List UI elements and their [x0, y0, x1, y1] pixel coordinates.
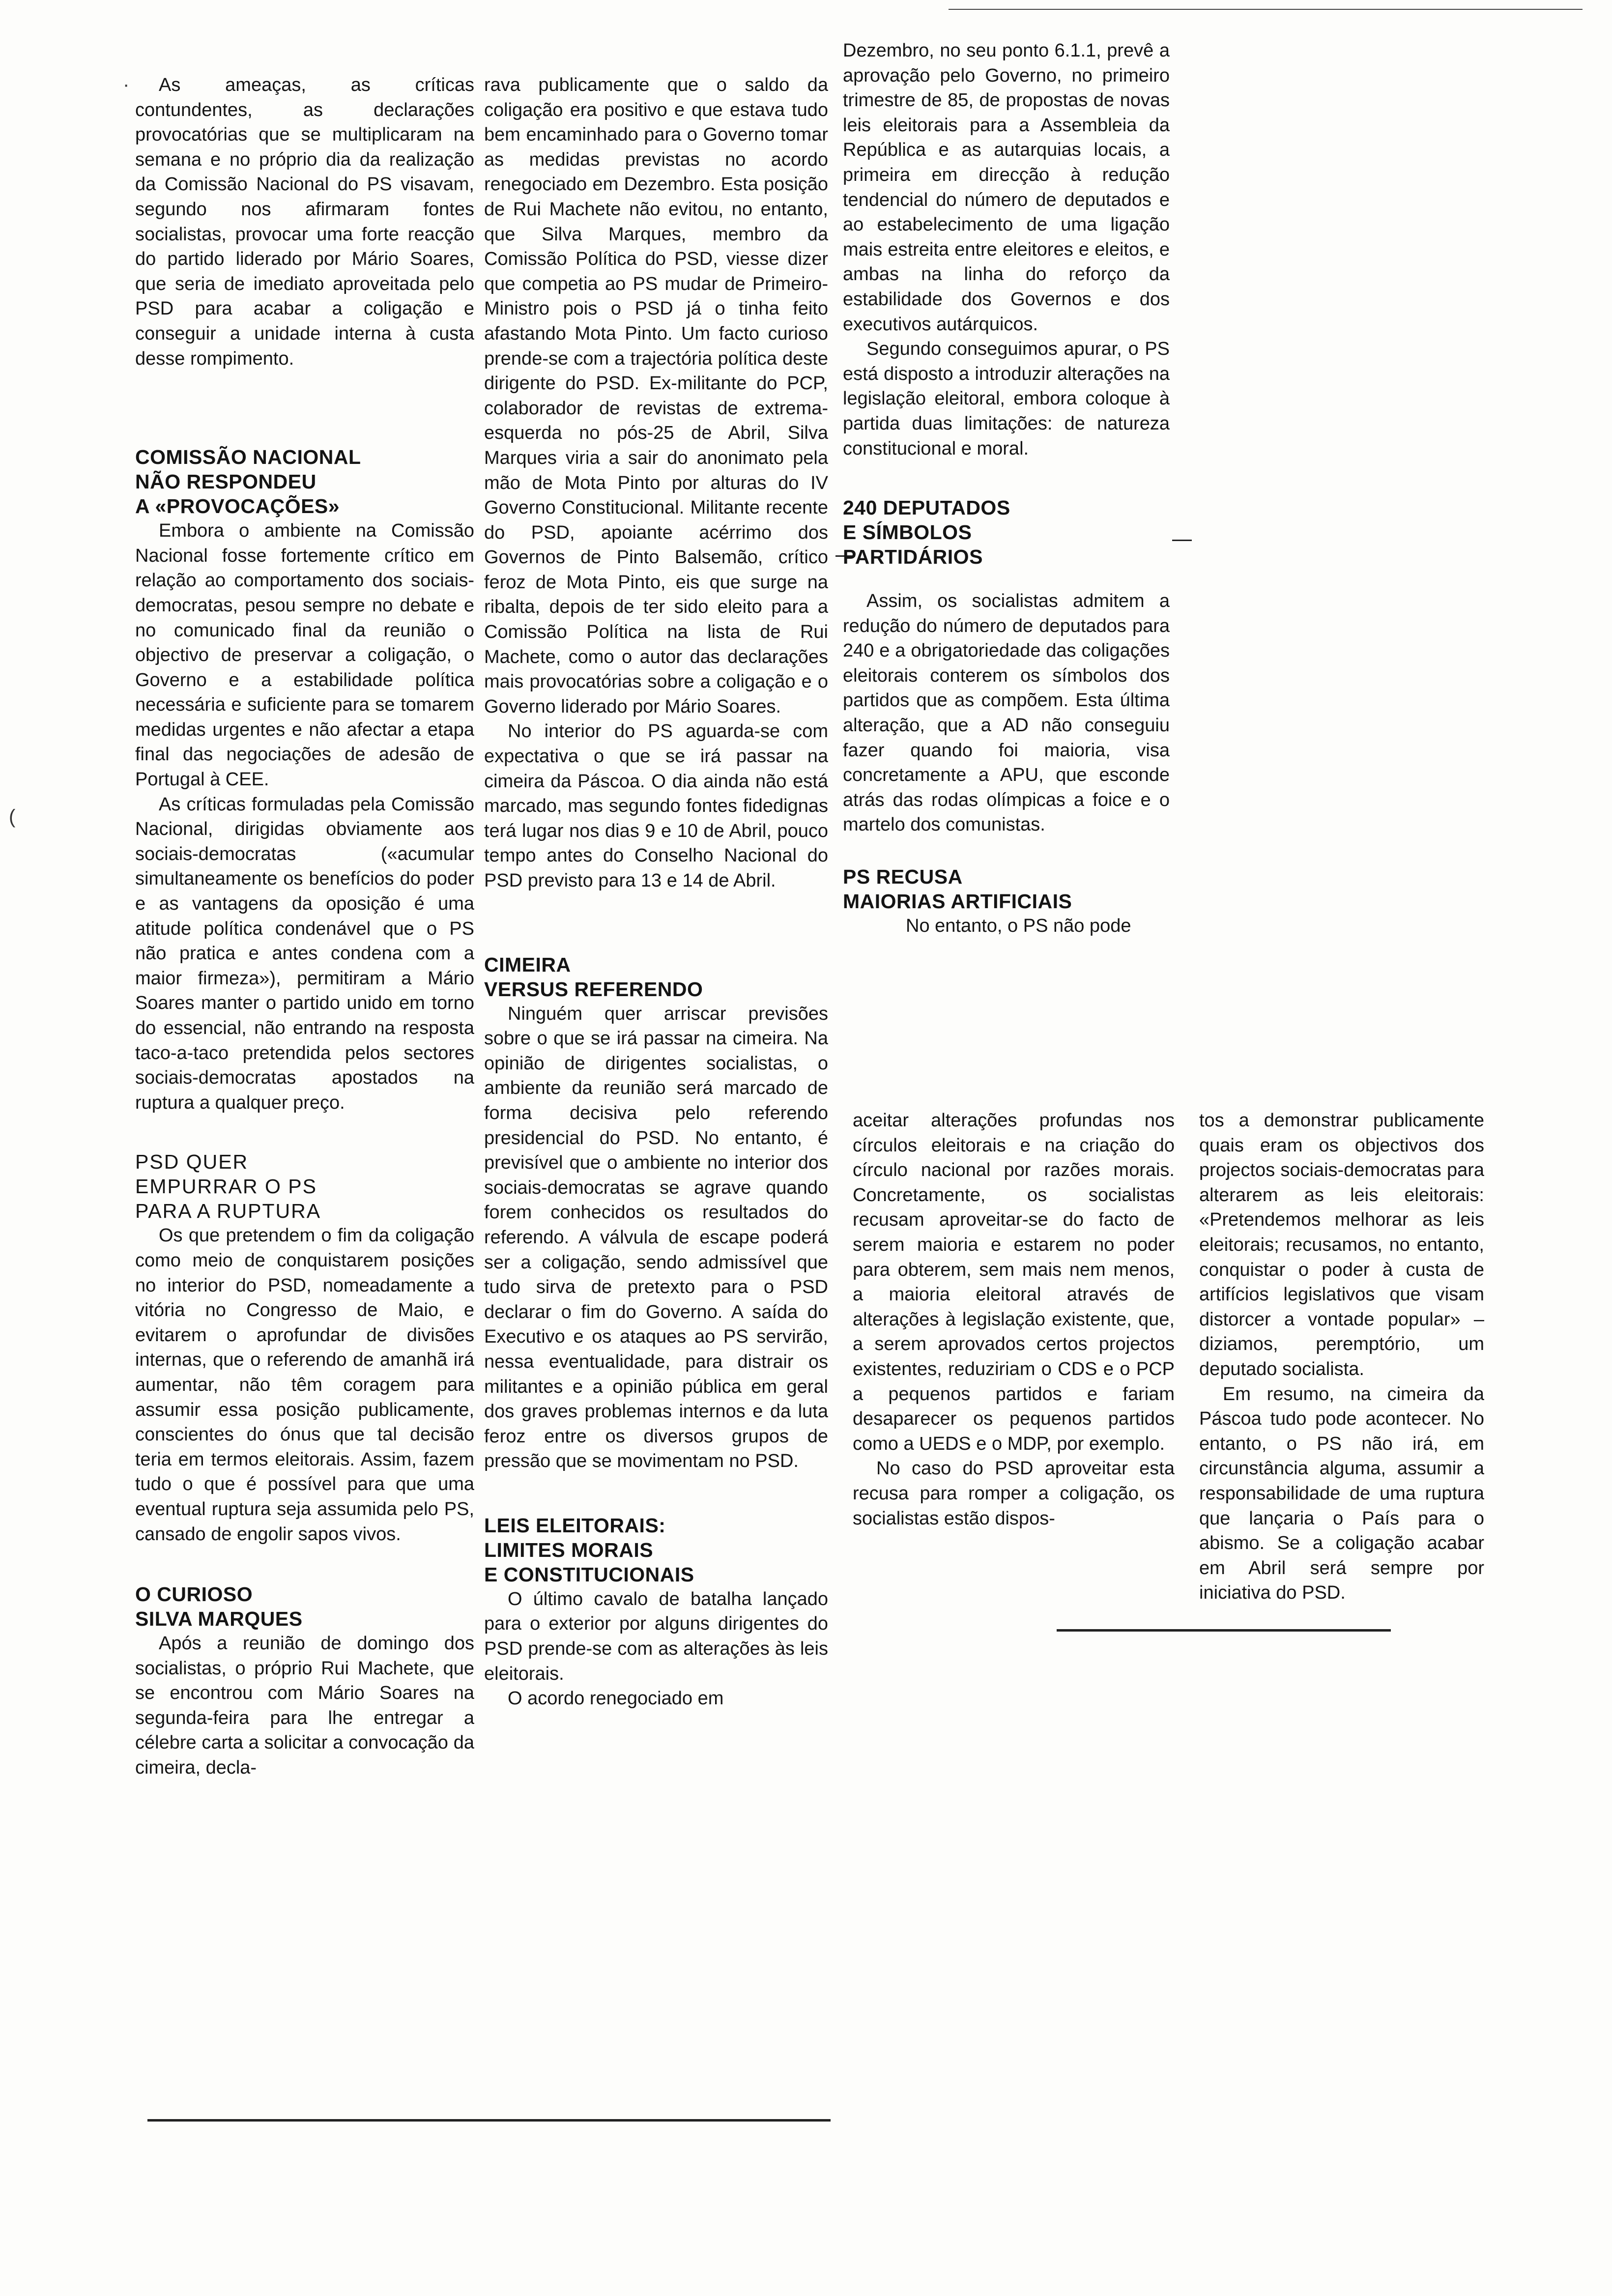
section-heading: 240 DEPUTADOS E SÍMBOLOS PARTIDÁRIOS — [843, 496, 1010, 569]
section-heading: PS RECUSA MAIORIAS ARTIFICIAIS — [843, 865, 1072, 913]
body-paragraph: Embora o ambiente na Comissão Nacional fosse fortemente crítico em relação ao comportamento dos sociais-democratas, pesou sempre no debate e no comunicado final da reunião o objectivo de preservar a coligação, o Governo e a estabilidade política necessária e suficiente para se tomarem medidas urgentes e não afectar a etapa final das negociações de adesão de Portugal à CEE. — [135, 520, 474, 790]
body-paragraph: rava publicamente que o saldo da coligação era positivo e que estava tudo bem encaminhado para o Governo tomar as medidas previstas no acordo renegociado em Dezembro. Esta posição de Rui Machete não evitou, no entanto, que Silva Marques, membro da Comissão Política do PSD, viesse dizer que competia ao PS mudar de Primeiro-Ministro pois o PSD já o tinha feito afastando Mota Pinto. Um facto curioso prende-se com a trajectória política deste dirigente do PSD. Ex-militante do PCP, colaborador de revistas de extrema-esquerda no pós-25 de Abril, Silva Marques viria a sair do anonimato pela mão de Mota Pinto por alturas do IV Governo Constitucional. Militante recente do PSD, apoiante acérrimo dos Governos de Pinto Balsemão, crítico feroz de Mota Pinto, eis que surge na ribalta, depois de ter sido eleito para a Comissão Política na lista de Rui Machete, como o autor das declarações mais provocatórias sobre a coligação e o Governo liderado por Mário Soares. — [484, 75, 828, 717]
body-paragraph: tos a demonstrar publicamente quais eram os objectivos dos projectos sociais-democratas para alterarem as leis eleitorais: «Pretendemos melhorar as leis eleitorais; recusamos, no entanto, conquistar o poder à custa de artifícios legislativos que visam distorcer a vontade popular» – diziamos, peremptório, um deputado socialista. — [1199, 1110, 1484, 1379]
scan-mark: · — [123, 74, 130, 95]
intro-paragraph: As ameaças, as críticas contundentes, as declarações provocatórias que se multiplicaram na semana e no próprio dia da realização da Comissão Nacional do PS visavam, segundo nos afirmaram fontes socialistas, provocar uma forte reacção do partido liderado por Mário Soares, que seria de imediato aproveitada pelo PSD para acabar a coligação e conseguir a unidade interna à custa desse rompimento. — [135, 75, 474, 369]
body-paragraph: As críticas formuladas pela Comissão Nacional, dirigidas obviamente aos sociais-democratas («acumular simultaneamente os benefícios do poder e as vantagens da oposição é uma atitude política condenável que o PS não pratica e antes condena com a maior firmeza»), permitiram a Mário Soares manter o partido unido em torno do essencial, não entrando na resposta taco-a-taco pretendida pelos sectores sociais-democratas apostados na ruptura a qualquer preço. — [135, 794, 474, 1113]
column-3-upper — [843, 38, 1170, 939]
body-paragraph: Dezembro, no seu ponto 6.1.1, prevê a aprovação pelo Governo, no primeiro trimestre de 85, de propostas de novas leis eleitorais para a Assembleia da República e as autarquias locais, a primeira em direcção à redução tendencial do número de deputados e ao estabelecimento de uma ligação mais estreita entre eleitores e eleitos, e ambas na linha do reforço da estabilidade dos Governos e dos executivos autárquicos. — [843, 40, 1170, 335]
body-paragraph: Em resumo, na cimeira da Páscoa tudo pode acontecer. No entanto, o PS não irá, em circunstância alguma, assumir a responsabilidade de uma ruptura que lançaria o País para o abismo. Se a coligação acabar em Abril será sempre por iniciativa do PSD. — [1199, 1383, 1484, 1604]
body-paragraph: O último cavalo de batalha lançado para o exterior por alguns dirigentes do PSD prende-se com as alterações às leis eleitorais. — [484, 1588, 828, 1684]
body-paragraph: Após a reunião de domingo dos socialistas, o próprio Rui Machete, que se encontrou com Mário Soares na segunda-feira para lhe entregar a célebre carta a solicitar a convocação da cimeira, decla- — [135, 1633, 474, 1779]
column3-bottom-rule — [1057, 1629, 1391, 1632]
section-heading: CIMEIRA VERSUS REFERENDO — [484, 953, 703, 1001]
body-paragraph: No caso do PSD aproveitar esta recusa para romper a coligação, os socialistas estão dispos- — [853, 1458, 1175, 1529]
column-1 — [135, 73, 474, 1780]
column3-end-rule — [1172, 540, 1192, 541]
column-4 — [1199, 1108, 1484, 1606]
body-paragraph: aceitar alterações profundas nos círculos eleitorais e na criação do círculo nacional por razões morais. Concretamente, os socialistas recusam aproveitar-se do facto de serem maioria e estarem no poder para obterem, sem mais nem menos, a maioria eleitoral através de alterações à legislação existente, que, a serem aprovados certos projectos existentes, reduziriam o CDS e o PCP a pequenos partidos e fariam desaparecer os pequenos partidos como a UEDS e o MDP, por exemplo. — [853, 1110, 1175, 1454]
top-rule — [949, 9, 1583, 10]
column-2 — [484, 73, 828, 1711]
column-3-lower — [853, 1108, 1175, 1531]
body-paragraph: Ninguém quer arriscar previsões sobre o que se irá passar na cimeira. Na opinião de dirigentes socialistas, o ambiente da reunião será marcado de forma decisiva pelo referendo presidencial do PSD. No entanto, é previsível que o ambiente no interior dos sociais-democratas se agrave quando forem conhecidos os resultados do referendo. A válvula de escape poderá ser a coligação, sendo admissível que tudo sirva de pretexto para o PSD declarar o fim do Governo. A saída do Executivo e os ataques ao PS servirão, nessa eventualidade, para distrair os militantes e a opinião pública em geral dos graves problemas internos e da luta feroz entre os diversos grupos de pressão que se movimentam no PSD. — [484, 1003, 828, 1472]
section-heading: PSD QUER EMPURRAR O PS PARA A RUPTURA — [135, 1150, 321, 1223]
page-bottom-rule — [147, 2119, 831, 2122]
body-paragraph: No entanto, o PS não pode — [906, 916, 1131, 937]
body-paragraph: O acordo renegociado em — [508, 1688, 724, 1709]
body-paragraph: Segundo conseguimos apurar, o PS está disposto a introduzir alterações na legislação eleitoral, embora coloque à partida duas limitações: de natureza constitucional e moral. — [843, 339, 1170, 459]
body-paragraph: Assim, os socialistas admitem a redução do número de deputados para 240 e a obrigatoriedade das coligações eleitorais conterem os símbolos dos partidos que as compõem. Esta última alteração, que a AD não conseguiu fazer quando foi maioria, visa concretamente a APU, que esconde atrás das rodas olímpicas a foice e o martelo dos comunistas. — [843, 591, 1170, 835]
section-heading: COMISSÃO NACIONAL NÃO RESPONDEU A «PROVOCAÇÕES» — [135, 446, 361, 518]
scan-mark: ( — [9, 806, 16, 828]
section-heading: LEIS ELEITORAIS: LIMITES MORAIS E CONSTITUCIONAIS — [484, 1514, 694, 1586]
body-paragraph: Os que pretendem o fim da coligação como meio de conquistarem posições no interior do PSD, nomeadamente a vitória no Congresso de Maio, e evitarem o aprofundar de divisões internas, que o referendo de amanhã irá aumentar, não têm coragem para assumir essa posição publicamente, conscientes do ónus que tal decisão teria em termos eleitorais. Assim, fazem tudo o que é possível para que uma eventual ruptura seja assumida pelo PS, cansado de engolir sapos vivos. — [135, 1225, 474, 1545]
section-heading: O CURIOSO SILVA MARQUES — [135, 1583, 303, 1631]
body-paragraph: No interior do PS aguarda-se com expectativa o que se irá passar na cimeira da Páscoa. O dia ainda não está marcado, mas segundo fontes fidedignas terá lugar nos dias 9 e 10 de Abril, pouco tempo antes do Conselho Nacional do PSD previsto para 13 e 14 de Abril. — [484, 721, 828, 891]
